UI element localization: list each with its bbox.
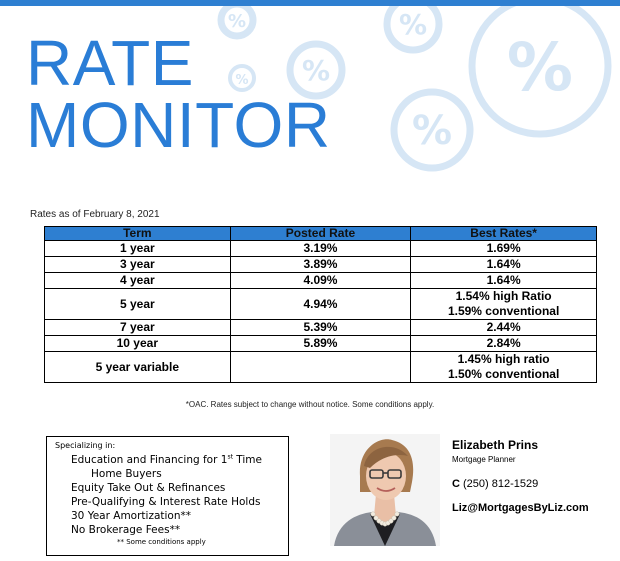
- posted-rate-cell: 4.09%: [230, 273, 411, 289]
- header-term: Term: [45, 227, 231, 241]
- best-rate-cell: 2.44%: [411, 320, 597, 336]
- table-header-row: [45, 227, 597, 241]
- posted-rate-cell: 3.19%: [230, 241, 411, 257]
- contact-block: [452, 438, 589, 514]
- svg-text:%: %: [506, 29, 574, 106]
- svg-text:%: %: [398, 8, 428, 41]
- advisor-photo: [330, 434, 440, 546]
- posted-rate-cell: 3.89%: [230, 257, 411, 273]
- advisor-email-link[interactable]: Liz@MortgagesByLiz.com: [452, 502, 589, 514]
- specialty-text: Time: [232, 454, 262, 466]
- best-rate-line: 1.50% conventional: [447, 367, 560, 381]
- title-line-monitor: MONITOR: [26, 89, 331, 161]
- table-row: [45, 257, 597, 273]
- best-rate-line: 1.54% high Ratio: [455, 289, 552, 303]
- advisor-phone[interactable]: [452, 478, 589, 490]
- table-row: [45, 273, 597, 289]
- header-best-rates: Best Rates*: [411, 227, 597, 241]
- specialty-item-continued: Home Buyers: [91, 468, 162, 480]
- page-title: [26, 27, 331, 161]
- advisor-name: Elizabeth Prins: [452, 438, 539, 452]
- table-row: [45, 336, 597, 352]
- table-row: [45, 352, 597, 383]
- specialty-item: Pre-Qualifying & Interest Rate Holds: [71, 496, 261, 508]
- specializing-heading: Specializing in:: [55, 441, 116, 450]
- rates-as-of-date: Rates as of February 8, 2021: [30, 209, 160, 220]
- title-line-rate: RATE: [26, 27, 194, 99]
- term-cell: 10 year: [45, 336, 231, 352]
- posted-rate-cell: 5.89%: [230, 336, 411, 352]
- best-rate-cell: 1.64%: [411, 273, 597, 289]
- conditions-note: ** Some conditions apply: [117, 538, 206, 546]
- svg-text:%: %: [235, 73, 249, 88]
- term-cell: 3 year: [45, 257, 231, 273]
- phone-number: (250) 812-1529: [463, 478, 539, 490]
- phone-label: C: [452, 478, 460, 490]
- disclaimer-text: *OAC. Rates subject to change without notice. Some conditions apply.: [185, 400, 435, 409]
- posted-rate-cell: 5.39%: [230, 320, 411, 336]
- best-rate-cell: [411, 289, 597, 320]
- specializing-box: [46, 436, 289, 556]
- posted-rate-cell: [230, 352, 411, 383]
- term-cell: 5 year variable: [45, 352, 231, 383]
- rate-table: [44, 226, 597, 383]
- posted-rate-cell: 4.94%: [230, 289, 411, 320]
- term-cell: 7 year: [45, 320, 231, 336]
- best-rate-cell: 1.64%: [411, 257, 597, 273]
- term-cell: 1 year: [45, 241, 231, 257]
- specialty-item: No Brokerage Fees**: [71, 524, 181, 536]
- svg-text:%: %: [227, 11, 247, 32]
- term-cell: 4 year: [45, 273, 231, 289]
- specialty-item: [55, 453, 280, 467]
- table-row: [45, 320, 597, 336]
- advisor-role: Mortgage Planner: [452, 455, 516, 464]
- specialty-item: 30 Year Amortization**: [71, 510, 192, 522]
- table-row: [45, 289, 597, 320]
- best-rate-line: 1.59% conventional: [447, 304, 560, 318]
- best-rate-cell: 2.84%: [411, 336, 597, 352]
- specialty-text: Education and Financing for 1: [71, 454, 228, 466]
- specialty-item: Equity Take Out & Refinances: [71, 482, 226, 494]
- best-rate-cell: [411, 352, 597, 383]
- table-row: [45, 241, 597, 257]
- header-posted-rate: Posted Rate: [230, 227, 411, 241]
- term-cell: 5 year: [45, 289, 231, 320]
- svg-text:%: %: [411, 108, 453, 154]
- svg-text:%: %: [301, 54, 331, 87]
- best-rate-cell: 1.69%: [411, 241, 597, 257]
- best-rate-line: 1.45% high ratio: [457, 352, 550, 366]
- ordinal-suffix: st: [227, 453, 233, 461]
